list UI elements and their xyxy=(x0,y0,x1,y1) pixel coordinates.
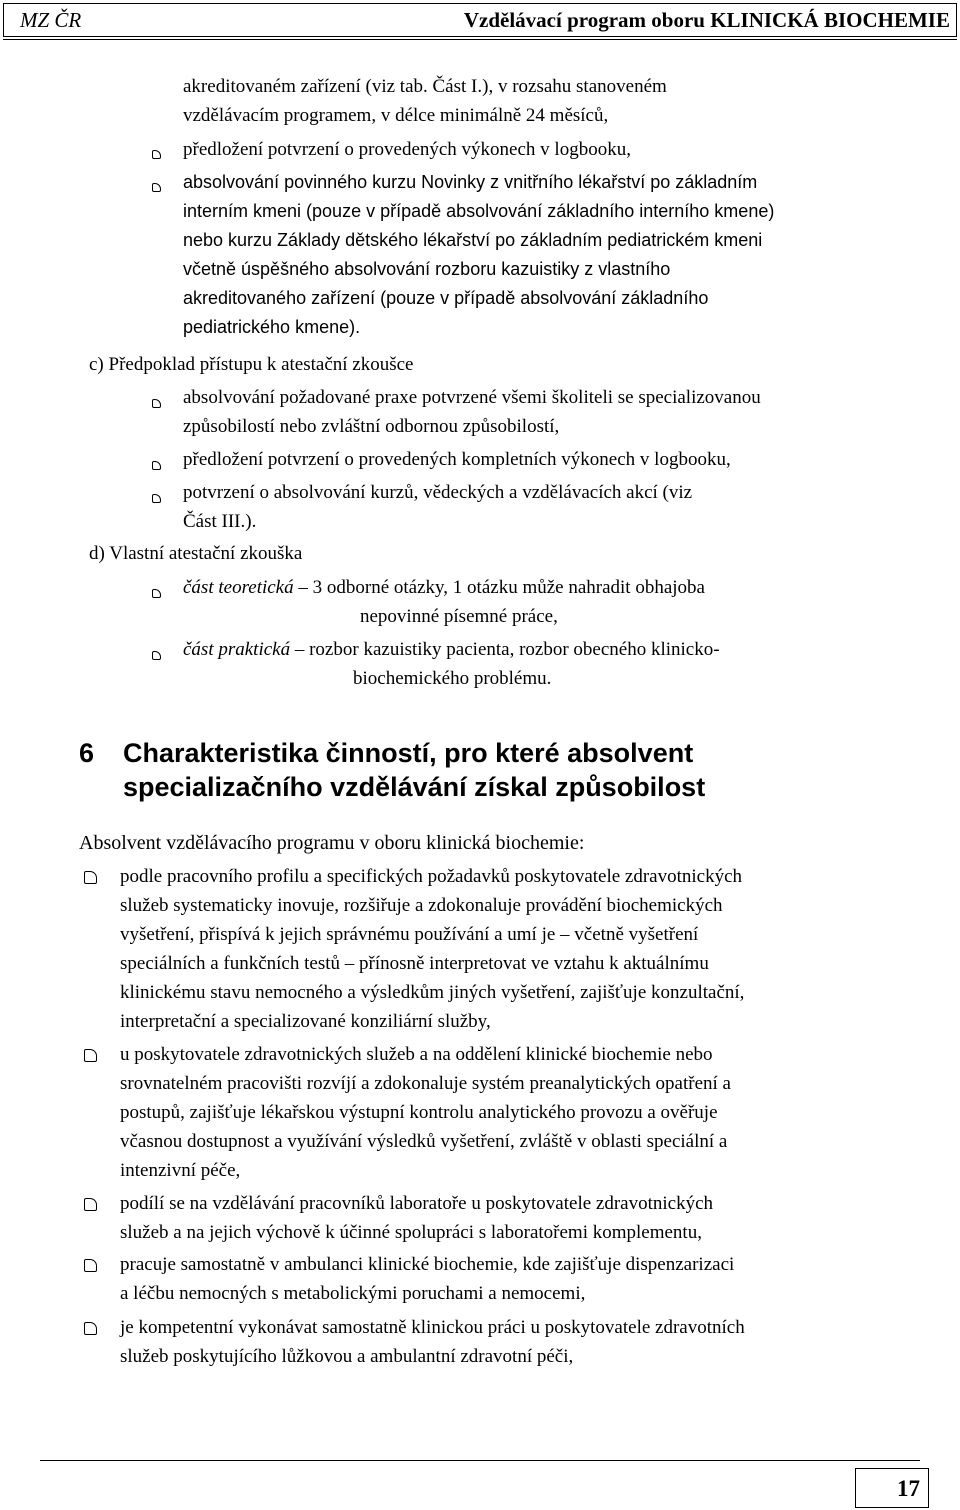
s6-bullet-1-line-2: služeb systematicky inovuje, rozšiřuje a zdokonaluje provádění biochemických xyxy=(120,895,723,916)
c-bullet-3-line-1: potvrzení o absolvování kurzů, vědeckých a vzdělávacích akcí (viz xyxy=(183,482,693,503)
s6-bullet-4-line-1: pracuje samostatně v ambulanci klinické biochemie, kde zajišťuje dispenzarizaci xyxy=(120,1254,735,1275)
s6-bullet-1-line-4: speciálních a funkčních testů – přínosně interpretovat ve vztahu k aktuálnímu xyxy=(120,953,709,974)
checkbox-bullet-icon xyxy=(84,1259,97,1276)
b-bullet-2-line-6: pediatrického kmene). xyxy=(183,317,361,337)
section-title-line-1: Charakteristika činností, pro které absolvent xyxy=(123,738,694,768)
s6-bullet-1-line-3: vyšetření, přispívá k jejich správnému používání a umí je – včetně vyšetření xyxy=(120,924,699,945)
checkbox-bullet-icon xyxy=(84,1322,97,1339)
s6-bullet-4-line-2: a léčbu nemocných s metabolickými poruchami a nemocemi, xyxy=(120,1283,586,1304)
section-intro: Absolvent vzdělávacího programu v oboru klinická biochemie: xyxy=(79,832,585,854)
c-bullet-1-line-1: absolvování požadované praxe potvrzené všemi školiteli se specializovanou xyxy=(183,387,761,408)
checkbox-bullet-icon xyxy=(152,648,161,664)
s6-bullet-2-line-2: srovnatelném pracovišti rozvíjí a zdokonaluje systém preanalytických opatření a xyxy=(120,1073,731,1094)
checkbox-bullet-icon xyxy=(152,396,161,412)
checkbox-bullet-icon xyxy=(84,1198,97,1215)
s6-bullet-5-line-2: služeb poskytujícího lůžkovou a ambulantní zdravotní péči, xyxy=(120,1346,574,1367)
page-header xyxy=(3,3,957,37)
b-bullet-2-line-2: interním kmeni (pouze v případě absolvování základního interního kmene) xyxy=(183,201,775,221)
s6-bullet-3-line-2: služeb a na jejich výchově k účinné spolupráci s laboratořemi komplementu, xyxy=(120,1222,702,1243)
page-number: 17 xyxy=(897,1476,920,1501)
c-bullet-2: předložení potvrzení o provedených kompletních výkonech v logbooku, xyxy=(183,449,731,470)
d-item-1-cont: nepovinné písemné práce, xyxy=(360,606,558,627)
page-number-box xyxy=(855,1468,929,1508)
checkbox-bullet-icon xyxy=(84,1049,97,1066)
b-bullet-2-line-1: absolvování povinného kurzu Novinky z vnitřního lékařství po základním xyxy=(183,172,758,192)
d-heading: d) Vlastní atestační zkouška xyxy=(89,543,303,564)
b-bullet-2-line-3: nebo kurzu Základy dětského lékařství po základním pediatrickém kmeni xyxy=(183,230,763,250)
header-program-title: Vzdělávací program oboru KLINICKÁ BIOCHEMIE xyxy=(463,8,950,32)
c-bullet-1-line-2: způsobilostí nebo zvláštní odbornou způsobilostí, xyxy=(183,416,560,437)
checkbox-bullet-icon xyxy=(152,586,161,602)
d-item-1 xyxy=(183,577,705,599)
d-item-1-text: – 3 odborné otázky, 1 otázku může nahradit obhajoba xyxy=(298,577,705,598)
s6-bullet-1-line-1: podle pracovního profilu a specifických požadavků poskytovatele zdravotnických xyxy=(120,866,743,887)
section-number: 6 xyxy=(79,738,95,768)
b-bullet-2-line-4: včetně úspěšného absolvování rozboru kazuistiky z vlastního xyxy=(183,259,671,279)
b-bullet-1: předložení potvrzení o provedených výkonech v logbooku, xyxy=(183,139,631,160)
c-bullet-3-line-2: Část III.). xyxy=(183,511,257,532)
d-item-2 xyxy=(183,639,720,661)
s6-bullet-2-line-5: intenzivní péče, xyxy=(120,1160,241,1181)
checkbox-bullet-icon xyxy=(152,458,161,474)
s6-bullet-2-line-4: včasnou dostupnost a využívání výsledků vyšetření, zvláště v oblasti speciální a xyxy=(120,1131,728,1152)
checkbox-bullet-icon xyxy=(84,871,97,888)
s6-bullet-1-line-5: klinickému stavu nemocného a výsledkům jiných vyšetření, zajišťuje konzultační, xyxy=(120,982,745,1003)
c-heading: c) Předpoklad přístupu k atestační zkoušce xyxy=(89,354,414,375)
b-cont-line-1: akreditovaném zařízení (viz tab. Část I.), v rozsahu stanoveném xyxy=(183,76,667,97)
checkbox-bullet-icon xyxy=(152,147,161,163)
checkbox-bullet-icon xyxy=(152,491,161,507)
b-bullet-2-line-5: akreditovaného zařízení (pouze v případě absolvování základního xyxy=(183,288,709,308)
s6-bullet-3-line-1: podílí se na vzdělávání pracovníků laboratoře u poskytovatele zdravotnických xyxy=(120,1193,714,1214)
d-item-2-cont: biochemického problému. xyxy=(353,668,552,689)
d-item-2-text: – rozbor kazuistiky pacienta, rozbor obecného klinicko- xyxy=(294,639,720,660)
d-item-1-label: část teoretická xyxy=(183,577,294,598)
footer-rule xyxy=(40,1460,920,1461)
s6-bullet-2-line-1: u poskytovatele zdravotnických služeb a na oddělení klinické biochemie nebo xyxy=(120,1044,713,1065)
s6-bullet-2-line-3: postupů, zajišťuje lékařskou výstupní kontrolu analytického provozu a ověřuje xyxy=(120,1102,718,1123)
header-rule xyxy=(3,39,957,40)
b-cont-line-2: vzdělávacím programem, v délce minimálně 24 měsíců, xyxy=(183,105,609,126)
checkbox-bullet-icon xyxy=(152,180,161,196)
header-ministry: MZ ČR xyxy=(20,8,82,32)
s6-bullet-1-line-6: interpretační a specializované konziliární služby, xyxy=(120,1011,491,1032)
d-item-2-label: část praktická xyxy=(183,639,291,660)
section-title-line-2: specializačního vzdělávání získal způsobilost xyxy=(123,772,706,802)
s6-bullet-5-line-1: je kompetentní vykonávat samostatně klinickou práci u poskytovatele zdravotních xyxy=(120,1317,745,1338)
